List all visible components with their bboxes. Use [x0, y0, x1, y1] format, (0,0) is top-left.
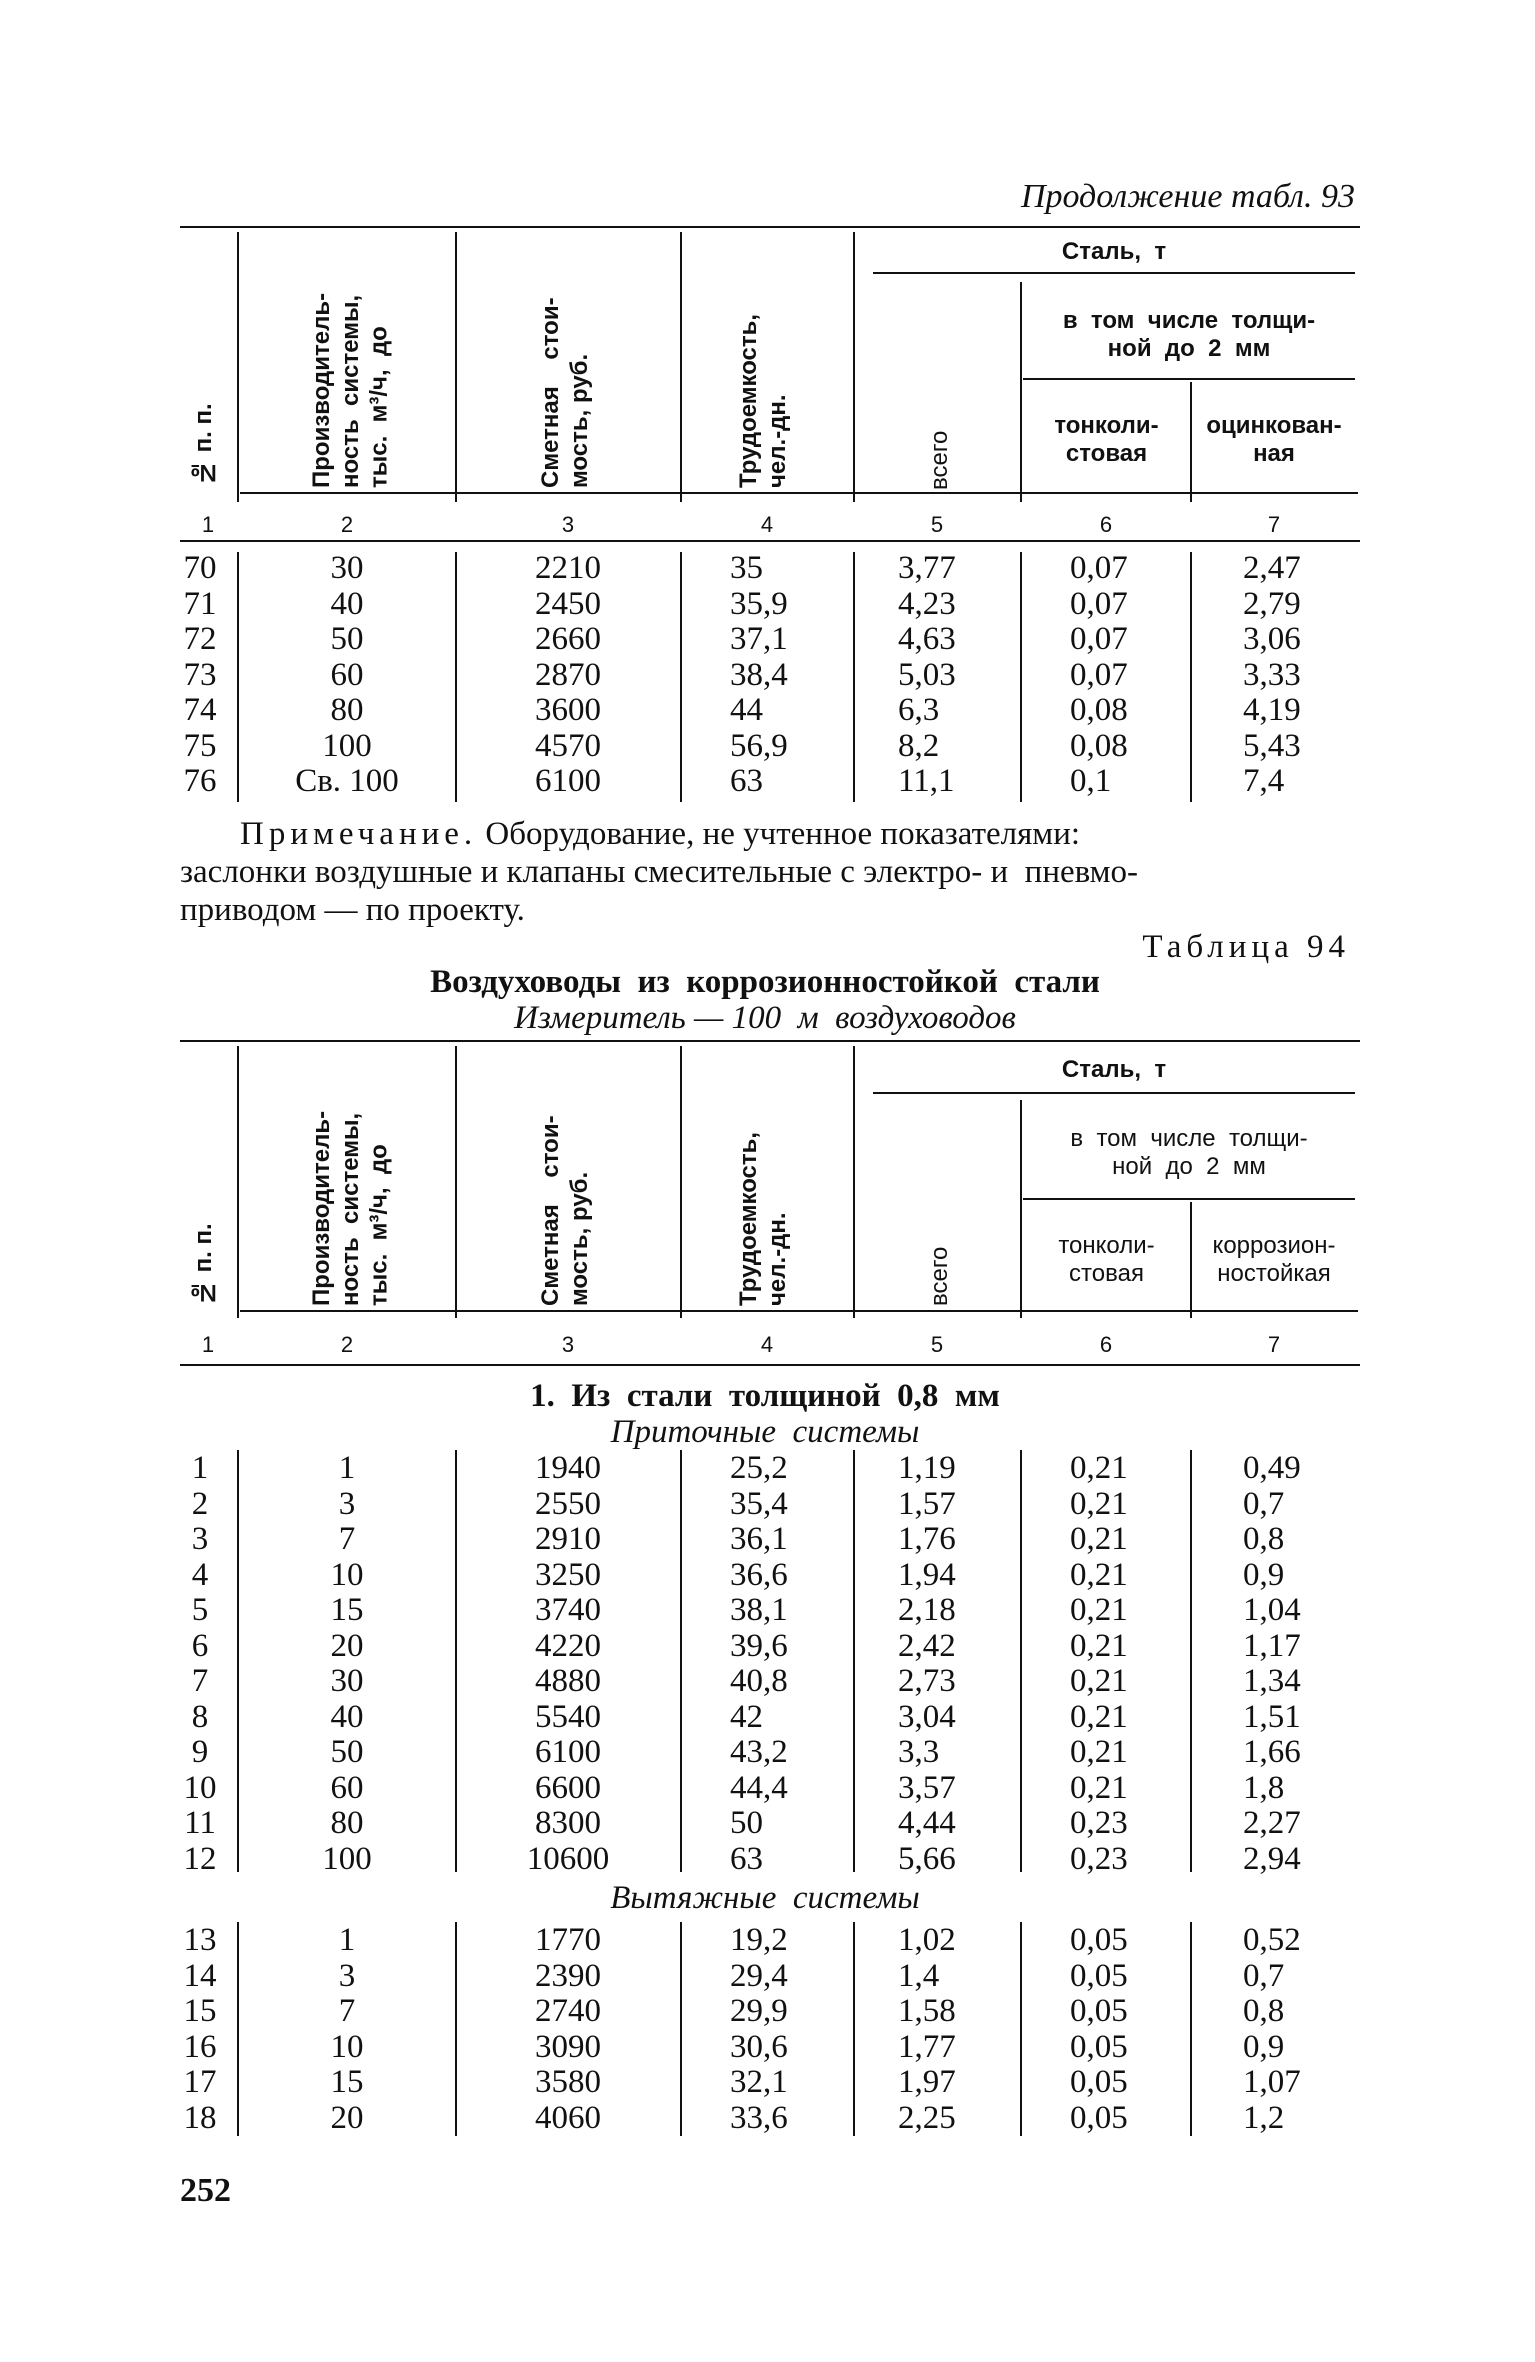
- table-cell: 35: [730, 550, 763, 586]
- table-cell: 0,07: [1070, 585, 1128, 622]
- table-cell: 3,04: [898, 1698, 956, 1735]
- rule: [237, 1922, 239, 2136]
- table-cell: 0,21: [1070, 1769, 1128, 1806]
- table-cell: 1940: [535, 1450, 601, 1486]
- table-cell: 2550: [535, 1485, 601, 1522]
- table-cell: 15: [183, 1993, 217, 2029]
- table-cell: 2: [191, 1485, 209, 1522]
- table-cell: 0,05: [1070, 2064, 1128, 2100]
- rule: [180, 226, 1360, 228]
- rule: [240, 492, 1358, 494]
- rule: [237, 232, 239, 502]
- table-cell: 3: [338, 1485, 356, 1522]
- table-cell: 3740: [535, 1592, 601, 1628]
- table-cell: 1,02: [898, 1922, 956, 1958]
- table-cell: 4,19: [1243, 692, 1301, 728]
- rule: [680, 1046, 682, 1318]
- table-cell: 4,23: [898, 585, 956, 622]
- table-cell: 2,27: [1243, 1805, 1301, 1841]
- rule: [237, 1046, 239, 1318]
- galv-header: оцинкован- ная: [1206, 412, 1342, 467]
- section-heading: 1. Из стали толщиной 0,8 мм: [530, 1378, 1000, 1414]
- colnum: 6: [1099, 1332, 1113, 1357]
- colnum: 2: [340, 1332, 354, 1357]
- table-cell: 100: [322, 1840, 372, 1877]
- rule: [237, 1450, 239, 1872]
- table-cell: 3,3: [898, 1734, 940, 1770]
- table-cell: 0,21: [1070, 1485, 1128, 1522]
- col1-header: № п. п.: [190, 1223, 217, 1306]
- rule: [1190, 552, 1192, 802]
- table94-title: Воздуховоды из коррозионностойкой стали: [430, 964, 1100, 1000]
- table-cell: 1: [338, 1450, 356, 1486]
- table-cell: 0,08: [1070, 727, 1128, 764]
- colnum: 1: [201, 512, 215, 537]
- table-cell: 56,9: [730, 727, 788, 764]
- steel-header: Сталь, т: [1061, 238, 1167, 265]
- table-cell: 35,9: [730, 585, 788, 622]
- table-cell: 73: [183, 656, 217, 693]
- rule: [1020, 1100, 1022, 1318]
- table-cell: 50: [330, 621, 364, 657]
- table-cell: 6,3: [898, 692, 940, 728]
- table-cell: 0,9: [1243, 1556, 1285, 1593]
- rule: [873, 272, 1355, 274]
- table-cell: 0,7: [1243, 1957, 1285, 1994]
- table-cell: 0,05: [1070, 2028, 1128, 2065]
- table-cell: 6: [191, 1627, 209, 1664]
- table-cell: 6100: [535, 763, 601, 799]
- table-cell: 44,4: [730, 1769, 788, 1806]
- col2-header: Производитель- ность системы, тыс. м³/ч, до: [308, 292, 393, 488]
- rule: [455, 552, 457, 802]
- table-cell: 71: [183, 585, 217, 622]
- rule: [1020, 1450, 1022, 1872]
- colnum: 3: [561, 512, 575, 537]
- rule: [240, 1310, 1358, 1312]
- table-cell: 0,9: [1243, 2028, 1285, 2065]
- table-cell: 60: [330, 656, 364, 693]
- table-cell: 63: [730, 1840, 763, 1877]
- table-cell: 80: [330, 1805, 364, 1841]
- table-cell: 16: [183, 2028, 217, 2065]
- table-cell: 20: [330, 1627, 364, 1664]
- table-cell: 0,8: [1243, 1521, 1285, 1557]
- rule: [180, 1040, 1360, 1042]
- table-cell: 0,21: [1070, 1663, 1128, 1699]
- rule: [180, 540, 1360, 542]
- table-cell: 2910: [535, 1521, 601, 1557]
- table-cell: 30: [330, 1663, 364, 1699]
- note-label: Примечание.: [240, 816, 478, 852]
- rule: [1023, 378, 1355, 380]
- table-cell: 60: [330, 1769, 364, 1806]
- colnum: 4: [760, 512, 774, 537]
- rule: [237, 552, 239, 802]
- table-cell: 7: [191, 1663, 209, 1699]
- table-cell: 5: [191, 1592, 209, 1628]
- table-cell: 1770: [535, 1922, 601, 1958]
- table-cell: 10: [330, 2028, 364, 2065]
- table-cell: 1,51: [1243, 1698, 1301, 1735]
- rule: [1190, 1922, 1192, 2136]
- table-cell: 5540: [535, 1698, 601, 1735]
- rule: [1023, 1198, 1355, 1200]
- table-cell: 0,21: [1070, 1627, 1128, 1664]
- thin-header: тонколи- стовая: [1054, 412, 1159, 467]
- col3-header: Сметная стои- мость, руб.: [537, 1115, 593, 1306]
- colnum: 4: [760, 1332, 774, 1357]
- table-cell: 3600: [535, 692, 601, 728]
- thin-header: тонколи- стовая: [1058, 1232, 1155, 1287]
- table-cell: 3090: [535, 2028, 601, 2065]
- table-cell: 74: [183, 692, 217, 728]
- table-cell: 0,52: [1243, 1922, 1301, 1958]
- table-cell: 2,47: [1243, 550, 1301, 586]
- table-cell: 3,77: [898, 550, 956, 586]
- rule: [853, 1922, 855, 2136]
- rule: [1190, 1450, 1192, 1872]
- table-cell: 0,21: [1070, 1698, 1128, 1735]
- table-cell: 1: [191, 1450, 209, 1486]
- rule: [455, 1450, 457, 1872]
- colnum: 1: [201, 1332, 215, 1357]
- steel-header: Сталь, т: [1061, 1056, 1167, 1083]
- table-cell: 25,2: [730, 1450, 788, 1486]
- table-cell: 0,08: [1070, 692, 1128, 728]
- table-cell: 0,21: [1070, 1734, 1128, 1770]
- table-cell: 0,05: [1070, 2099, 1128, 2136]
- rule: [180, 1364, 1360, 1366]
- table-cell: 1: [338, 1922, 356, 1958]
- table-cell: 37,1: [730, 621, 788, 657]
- incl-header: в том числе толщи- ной до 2 мм: [1062, 307, 1316, 362]
- rule: [853, 1046, 855, 1318]
- table-cell: 3: [338, 1957, 356, 1994]
- note-line1: [240, 815, 1350, 853]
- rule: [455, 1922, 457, 2136]
- rule: [680, 552, 682, 802]
- table-cell: 18: [183, 2099, 217, 2136]
- table-cell: 1,8: [1243, 1769, 1285, 1806]
- colnum: 7: [1267, 512, 1281, 537]
- table-cell: 0,1: [1070, 763, 1112, 799]
- table-cell: 4570: [535, 727, 601, 764]
- total-header: всего: [926, 430, 953, 490]
- rule: [853, 232, 855, 502]
- table-cell: 1,58: [898, 1993, 956, 2029]
- rule: [1020, 552, 1022, 802]
- table-cell: 0,05: [1070, 1993, 1128, 2029]
- total-header: всего: [926, 1246, 953, 1306]
- rule: [680, 1922, 682, 2136]
- rule: [455, 1046, 457, 1318]
- table-cell: 10: [183, 1769, 217, 1806]
- note-line3: приводом — по проекту.: [180, 892, 525, 928]
- table-cell: 4060: [535, 2099, 601, 2136]
- table-cell: 1,17: [1243, 1627, 1301, 1664]
- table-cell: 0,07: [1070, 621, 1128, 657]
- table-cell: 43,2: [730, 1734, 788, 1770]
- table-cell: 5,03: [898, 656, 956, 693]
- table-cell: 30: [330, 550, 364, 586]
- col4-header: Трудоемкость, чел.-дн.: [735, 313, 791, 488]
- table-cell: Св. 100: [295, 763, 399, 799]
- table-cell: 12: [183, 1840, 217, 1877]
- table-cell: 2870: [535, 656, 601, 693]
- rule: [853, 1450, 855, 1872]
- table-cell: 2,18: [898, 1592, 956, 1628]
- note-text: Оборудование, не учтенное показателями:: [477, 816, 1081, 852]
- table-cell: 0,21: [1070, 1592, 1128, 1628]
- table-cell: 80: [330, 692, 364, 728]
- table-cell: 3: [191, 1521, 209, 1557]
- table-cell: 3,57: [898, 1769, 956, 1806]
- table-cell: 5,66: [898, 1840, 956, 1877]
- table-cell: 3580: [535, 2064, 601, 2100]
- table-cell: 33,6: [730, 2099, 788, 2136]
- table-cell: 29,9: [730, 1993, 788, 2029]
- table-cell: 10: [330, 1556, 364, 1593]
- table-cell: 14: [183, 1957, 217, 1994]
- table-cell: 0,07: [1070, 550, 1128, 586]
- table-cell: 1,4: [898, 1957, 940, 1994]
- table-cell: 40,8: [730, 1663, 788, 1699]
- table-cell: 39,6: [730, 1627, 788, 1664]
- rule: [680, 1450, 682, 1872]
- table-cell: 6100: [535, 1734, 601, 1770]
- table-cell: 8300: [535, 1805, 601, 1841]
- rule: [853, 552, 855, 802]
- table-cell: 50: [730, 1805, 763, 1841]
- table-cell: 50: [330, 1734, 364, 1770]
- table-cell: 30,6: [730, 2028, 788, 2065]
- table-cell: 13: [183, 1922, 217, 1958]
- table-cell: 1,94: [898, 1556, 956, 1593]
- rule: [1020, 1922, 1022, 2136]
- colnum: 5: [930, 1332, 944, 1357]
- table-cell: 4,63: [898, 621, 956, 657]
- colnum: 6: [1099, 512, 1113, 537]
- subsection-supply: Приточные системы: [610, 1414, 920, 1450]
- table-cell: 40: [330, 585, 364, 622]
- table-cell: 72: [183, 621, 217, 657]
- table-cell: 40: [330, 1698, 364, 1735]
- table-cell: 1,97: [898, 2064, 956, 2100]
- table-cell: 1,77: [898, 2028, 956, 2065]
- table-cell: 44: [730, 692, 763, 728]
- table-cell: 32,1: [730, 2064, 788, 2100]
- table-cell: 4220: [535, 1627, 601, 1664]
- colnum: 5: [930, 512, 944, 537]
- continuation-title: Продолжение табл. 93: [1020, 178, 1355, 215]
- table-cell: 3250: [535, 1556, 601, 1593]
- subsection-exhaust: Вытяжные системы: [610, 1880, 920, 1916]
- table-cell: 0,05: [1070, 1957, 1128, 1994]
- table-cell: 4,44: [898, 1805, 956, 1841]
- rule: [455, 232, 457, 502]
- table-cell: 20: [330, 2099, 364, 2136]
- table-cell: 35,4: [730, 1485, 788, 1522]
- table-cell: 3,06: [1243, 621, 1301, 657]
- rule: [1020, 282, 1022, 502]
- table-cell: 0,7: [1243, 1485, 1285, 1522]
- table-cell: 10600: [526, 1840, 610, 1877]
- table-cell: 1,2: [1243, 2099, 1285, 2136]
- colnum: 7: [1267, 1332, 1281, 1357]
- colnum: 2: [340, 512, 354, 537]
- table-cell: 42: [730, 1698, 763, 1735]
- table-cell: 7: [338, 1521, 356, 1557]
- table-cell: 2740: [535, 1993, 601, 2029]
- table-cell: 8,2: [898, 727, 940, 764]
- table-cell: 2,42: [898, 1627, 956, 1664]
- table-cell: 1,34: [1243, 1663, 1301, 1699]
- table-cell: 1,57: [898, 1485, 956, 1522]
- col2-header: Производитель- ность системы, тыс. м³/ч, до: [308, 1110, 393, 1306]
- table-cell: 1,66: [1243, 1734, 1301, 1770]
- table-cell: 7,4: [1243, 763, 1285, 799]
- colnum: 3: [561, 1332, 575, 1357]
- col3-header: Сметная стои- мость, руб.: [537, 297, 593, 488]
- note-line2: заслонки воздушные и клапаны смесительные с электро- и пневмо-: [180, 854, 1139, 890]
- table-cell: 1,04: [1243, 1592, 1301, 1628]
- table-cell: 29,4: [730, 1957, 788, 1994]
- table-cell: 17: [183, 2064, 217, 2100]
- table-cell: 4: [191, 1556, 209, 1593]
- table-cell: 2,25: [898, 2099, 956, 2136]
- rule: [873, 1092, 1355, 1094]
- page-number: 252: [180, 2172, 231, 2209]
- table-cell: 0,8: [1243, 1993, 1285, 2029]
- table-cell: 19,2: [730, 1922, 788, 1958]
- corr-header: коррозион- ностойкая: [1212, 1232, 1336, 1287]
- col4-header: Трудоемкость, чел.-дн.: [735, 1131, 791, 1306]
- table-cell: 5,43: [1243, 727, 1301, 764]
- table-cell: 100: [322, 727, 372, 764]
- incl-header: в том числе толщи- ной до 2 мм: [1070, 1125, 1308, 1180]
- table-cell: 75: [183, 727, 217, 764]
- table-cell: 0,21: [1070, 1556, 1128, 1593]
- table-cell: 11: [184, 1805, 216, 1841]
- table-cell: 2210: [535, 550, 601, 586]
- col1-header: № п. п.: [190, 403, 217, 486]
- table-cell: 11,1: [898, 763, 955, 799]
- table-cell: 4880: [535, 1663, 601, 1699]
- table-cell: 2450: [535, 585, 601, 622]
- table-cell: 1,76: [898, 1521, 956, 1557]
- table-cell: 36,1: [730, 1521, 788, 1557]
- table-cell: 0,21: [1070, 1521, 1128, 1557]
- table-cell: 36,6: [730, 1556, 788, 1593]
- table-cell: 63: [730, 763, 763, 799]
- table-cell: 2,79: [1243, 585, 1301, 622]
- table-cell: 6600: [535, 1769, 601, 1806]
- table-cell: 76: [183, 763, 217, 799]
- table-cell: 0,23: [1070, 1805, 1128, 1841]
- table-cell: 2660: [535, 621, 601, 657]
- table-cell: 38,4: [730, 656, 788, 693]
- table-cell: 2390: [535, 1957, 601, 1994]
- table-cell: 9: [191, 1734, 209, 1770]
- table-cell: 15: [330, 2064, 364, 2100]
- table-cell: 0,21: [1070, 1450, 1128, 1486]
- table-cell: 1,07: [1243, 2064, 1301, 2100]
- table-cell: 38,1: [730, 1592, 788, 1628]
- table-cell: 7: [338, 1993, 356, 2029]
- table-cell: 70: [183, 550, 217, 586]
- table94-measure: Измеритель — 100 м воздуховодов: [514, 1000, 1016, 1036]
- rule: [680, 232, 682, 502]
- table-cell: 0,49: [1243, 1450, 1301, 1486]
- table-cell: 3,33: [1243, 656, 1301, 693]
- table-cell: 0,05: [1070, 1922, 1128, 1958]
- table-cell: 1,19: [898, 1450, 956, 1486]
- table94-label: Таблица 94: [1142, 929, 1350, 965]
- table-cell: 0,23: [1070, 1840, 1128, 1877]
- table-cell: 2,94: [1243, 1840, 1301, 1877]
- table-cell: 0,07: [1070, 656, 1128, 693]
- table-cell: 8: [191, 1698, 209, 1735]
- table-cell: 15: [330, 1592, 364, 1628]
- table-cell: 2,73: [898, 1663, 956, 1699]
